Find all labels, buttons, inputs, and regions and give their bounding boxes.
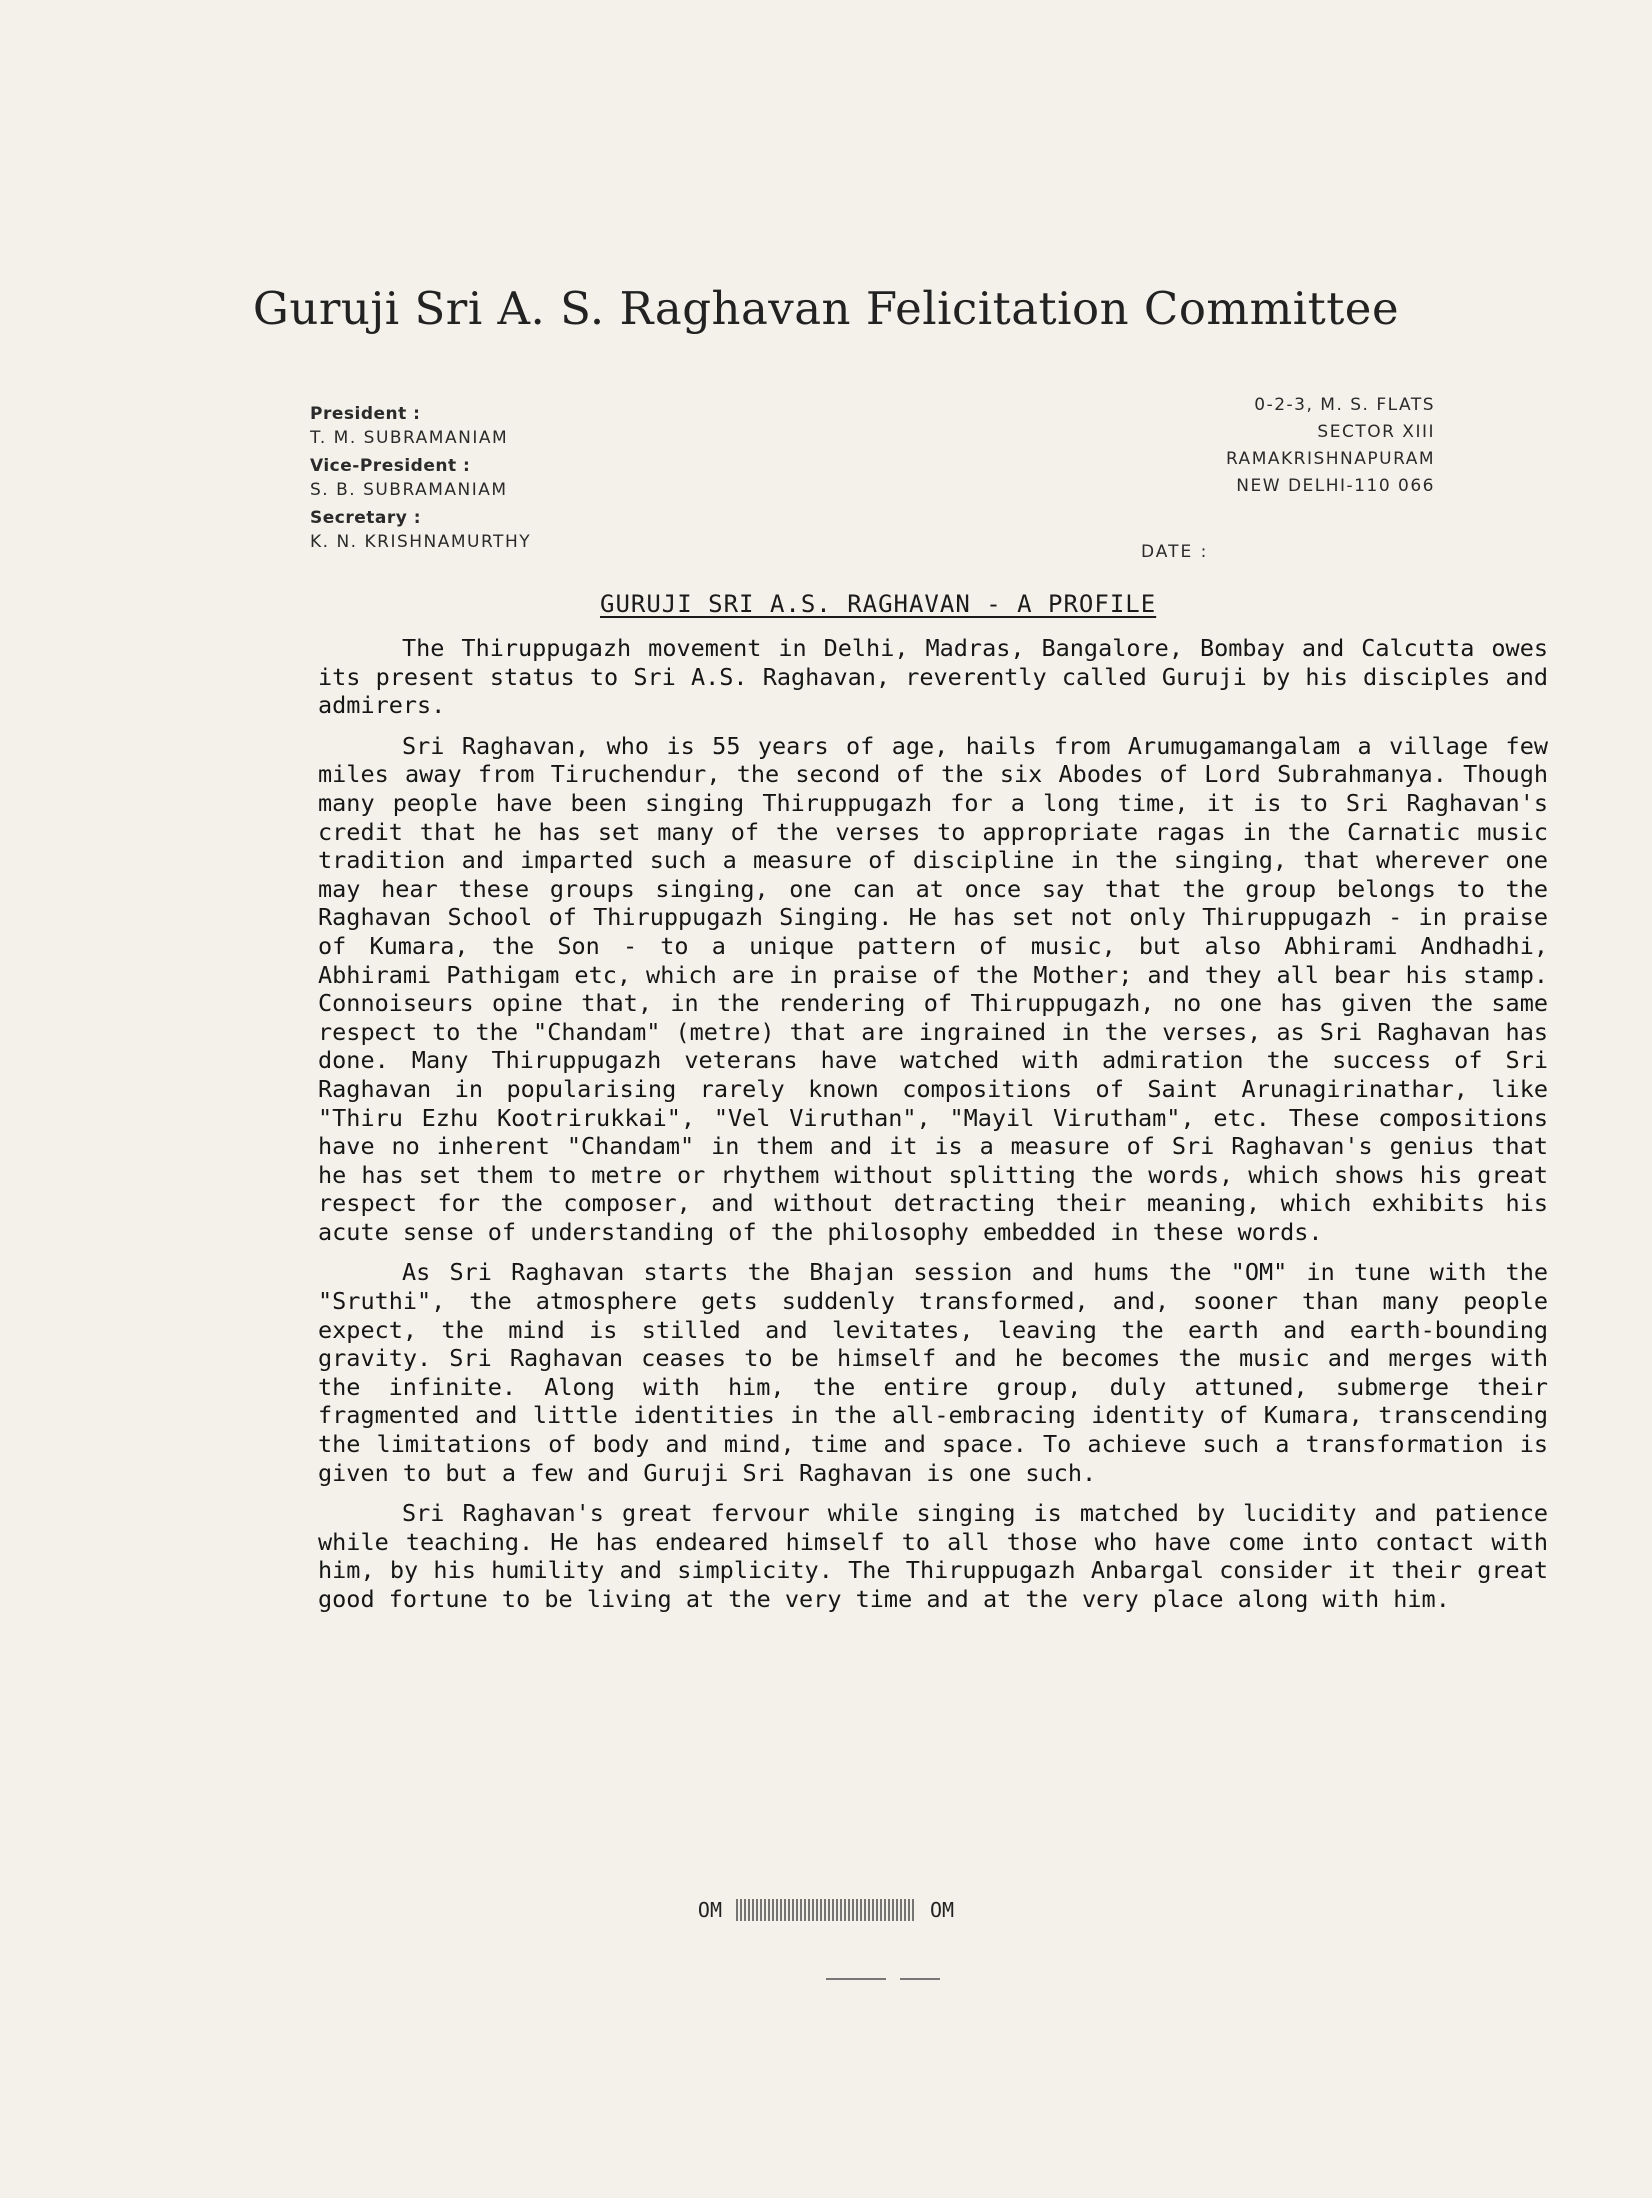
address-line: NEW DELHI-110 066 [1236,476,1435,496]
paragraph: The Thiruppugazh movement in Delhi, Madras, Bangalore, Bombay and Calcutta owes its present status to Sri A.S. Raghavan, reverently called Guruji by his disciples and admirers. [318,634,1548,720]
committee-heading: Guruji Sri A. S. Raghavan Felicitation Committee [252,282,1400,335]
address-line: SECTOR XIII [1317,422,1435,442]
secretary-name: K. N. KRISHNAMURTHY [310,532,532,552]
address-line: RAMAKRISHNAPURAM [1225,449,1435,469]
paragraph: Sri Raghavan's great fervour while singing is matched by lucidity and patience while teaching. He has endeared himself to all those who have come into contact with him, by his humility and simplicity. The Thiruppugazh Anbargal consider it their great good fortune to be living at the very time and at the very place along with him. [318,1499,1548,1613]
vice-president-label: Vice-President : [310,456,471,476]
ornament-bar [736,1899,916,1921]
office-bearers [310,404,531,552]
vice-president-name: S. B. SUBRAMANIAM [310,480,508,500]
secretary-label: Secretary : [310,508,422,528]
paragraph: As Sri Raghavan starts the Bhajan session and hums the "OM" in tune with the "Sruthi", the atmosphere gets suddenly transformed, and, sooner than many people expect, the mind is stilled and levitates, leaving the earth and earth-bounding gravity. Sri Raghavan ceases to be himself and he becomes the music and merges with the infinite. Along with him, the entire group, duly attuned, submerge their fragmented and little identities in the all-embracing identity of Kumara, transcending the limitations of body and mind, time and space. To achieve such a transformation is given to but a few and Guruji Sri Raghavan is one such. [318,1258,1548,1487]
address-block [1226,392,1435,500]
president-label: President : [310,404,421,424]
closing-om-right: OM [930,1898,955,1922]
profile-body [318,634,1548,1626]
date-label: DATE : [1141,542,1209,562]
profile-title: GURUJI SRI A.S. RAGHAVAN - A PROFILE [600,590,1157,618]
paragraph: Sri Raghavan, who is 55 years of age, hails from Arumugamangalam a village few miles away from Tiruchendur, the second of the six Abodes of Lord Subrahmanya. Though many people have been singing Thiruppugazh for a long time, it is to Sri Raghavan's credit that he has set many of the verses to appropriate ragas in the Carnatic music tradition and imparted such a measure of discipline in the singing, that wherever one may hear these groups singing, one can at once say that the group belongs to the Raghavan School of Thiruppugazh Singing. He has set not only Thiruppugazh - in praise of Kumara, the Son - to a unique pattern of music, but also Abhirami Andhadhi, Abhirami Pathigam etc, which are in praise of the Mother; and they all bear his stamp. Connoiseurs opine that, in the rendering of Thiruppugazh, no one has given the same respect to the "Chandam" (metre) that are ingrained in the verses, as Sri Raghavan has done. Many Thiruppugazh veterans have watched with admiration the success of Sri Raghavan in popularising rarely known compositions of Saint Arunagirinathar, like "Thiru Ezhu Kootrirukkai", "Vel Viruthan", "Mayil Virutham", etc. These compositions have no inherent "Chandam" in them and it is a measure of Sri Raghavan's genius that he has set them to metre or rhythem without splitting the words, which shows his great respect for the composer, and without detracting their meaning, which exhibits his acute sense of understanding of the philosophy embedded in these words. [318,731,1548,1246]
address-line: 0-2-3, M. S. FLATS [1254,395,1435,415]
closing-om-left: OM [697,1898,722,1922]
footer-dash [900,1978,940,1980]
closing-separator [0,1898,1652,1922]
president-name: T. M. SUBRAMANIAM [310,428,509,448]
footer-dash [826,1978,886,1980]
